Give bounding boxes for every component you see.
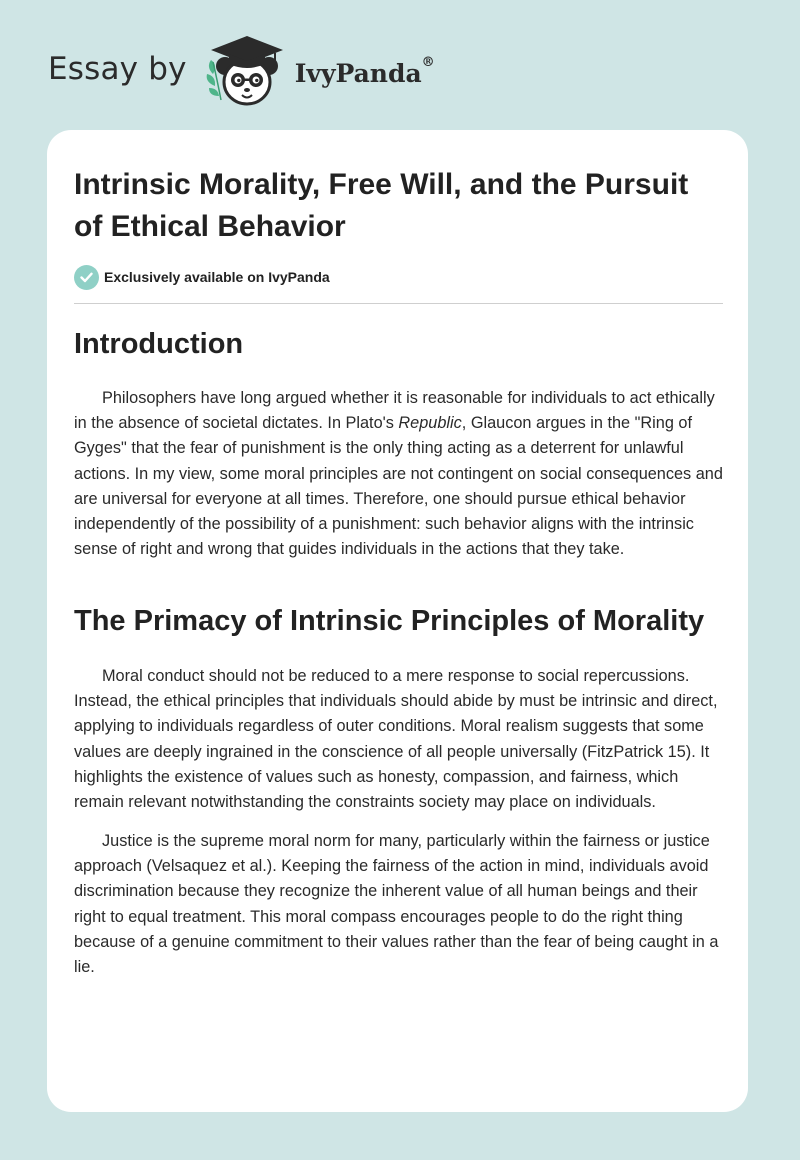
book-title-republic: Republic <box>398 414 462 433</box>
section-heading-introduction: Introduction <box>74 328 244 360</box>
essay-card <box>47 130 748 1112</box>
body-paragraph-2: Justice is the supreme moral norm for many, particularly within the fairness or justice approach (Velsaquez et al.). Keeping the fairness of the action in mind, individuals avoid discrimination because they recognize the inherent value of all human beings and their right to equal treatment. This moral compass encourages people to do the right thing because of a genuine commitment to their values rather than the fear of being caught in a lie. <box>74 832 719 977</box>
section-heading-primacy: The Primacy of Intrinsic Principles of Morality <box>74 605 705 637</box>
exclusive-label: Exclusively available on IvyPanda <box>104 269 330 285</box>
brand-prefix: Essay by <box>48 51 187 87</box>
brand-link[interactable] <box>48 34 435 110</box>
essay-title: Intrinsic Morality, Free Will, and the Pursuit of Ethical Behavior <box>74 168 689 243</box>
checkmark-icon <box>74 265 99 290</box>
panda-logo-icon <box>203 34 289 110</box>
brand-name: IvyPanda® <box>294 54 435 88</box>
divider <box>74 303 723 304</box>
body-paragraph-1: Moral conduct should not be reduced to a mere response to social repercussions. Instead, the ethical principles that individuals should abide by must be intrinsic and direct, applying to individuals regardless of outer conditions. Moral realism suggests that some values are deeply ingrained in the conscience of all people universally (FitzPatrick 15). It highlights the existence of values such as honesty, compassion, and fairness, which remain relevant notwithstanding the constraints society may place on individuals. <box>74 667 718 812</box>
exclusive-badge <box>74 264 330 290</box>
registered-mark: ® <box>421 54 435 70</box>
intro-paragraph: Philosophers have long argued whether it is reasonable for individuals to act ethically in the absence of societal dictates. In Plato's Republic, Glaucon argues in the "Ring of Gyges" that the fear of punishment is the only thing acting as a deterrent for unlawful actions. In my view, some moral principles are not contingent on social consequences and are universal for everyone at all times. Therefore, one should pursue ethical behavior independently of the possibility of a punishment: such behavior aligns with the intrinsic sense of right and wrong that guides individuals in the actions that they take. <box>74 389 723 559</box>
